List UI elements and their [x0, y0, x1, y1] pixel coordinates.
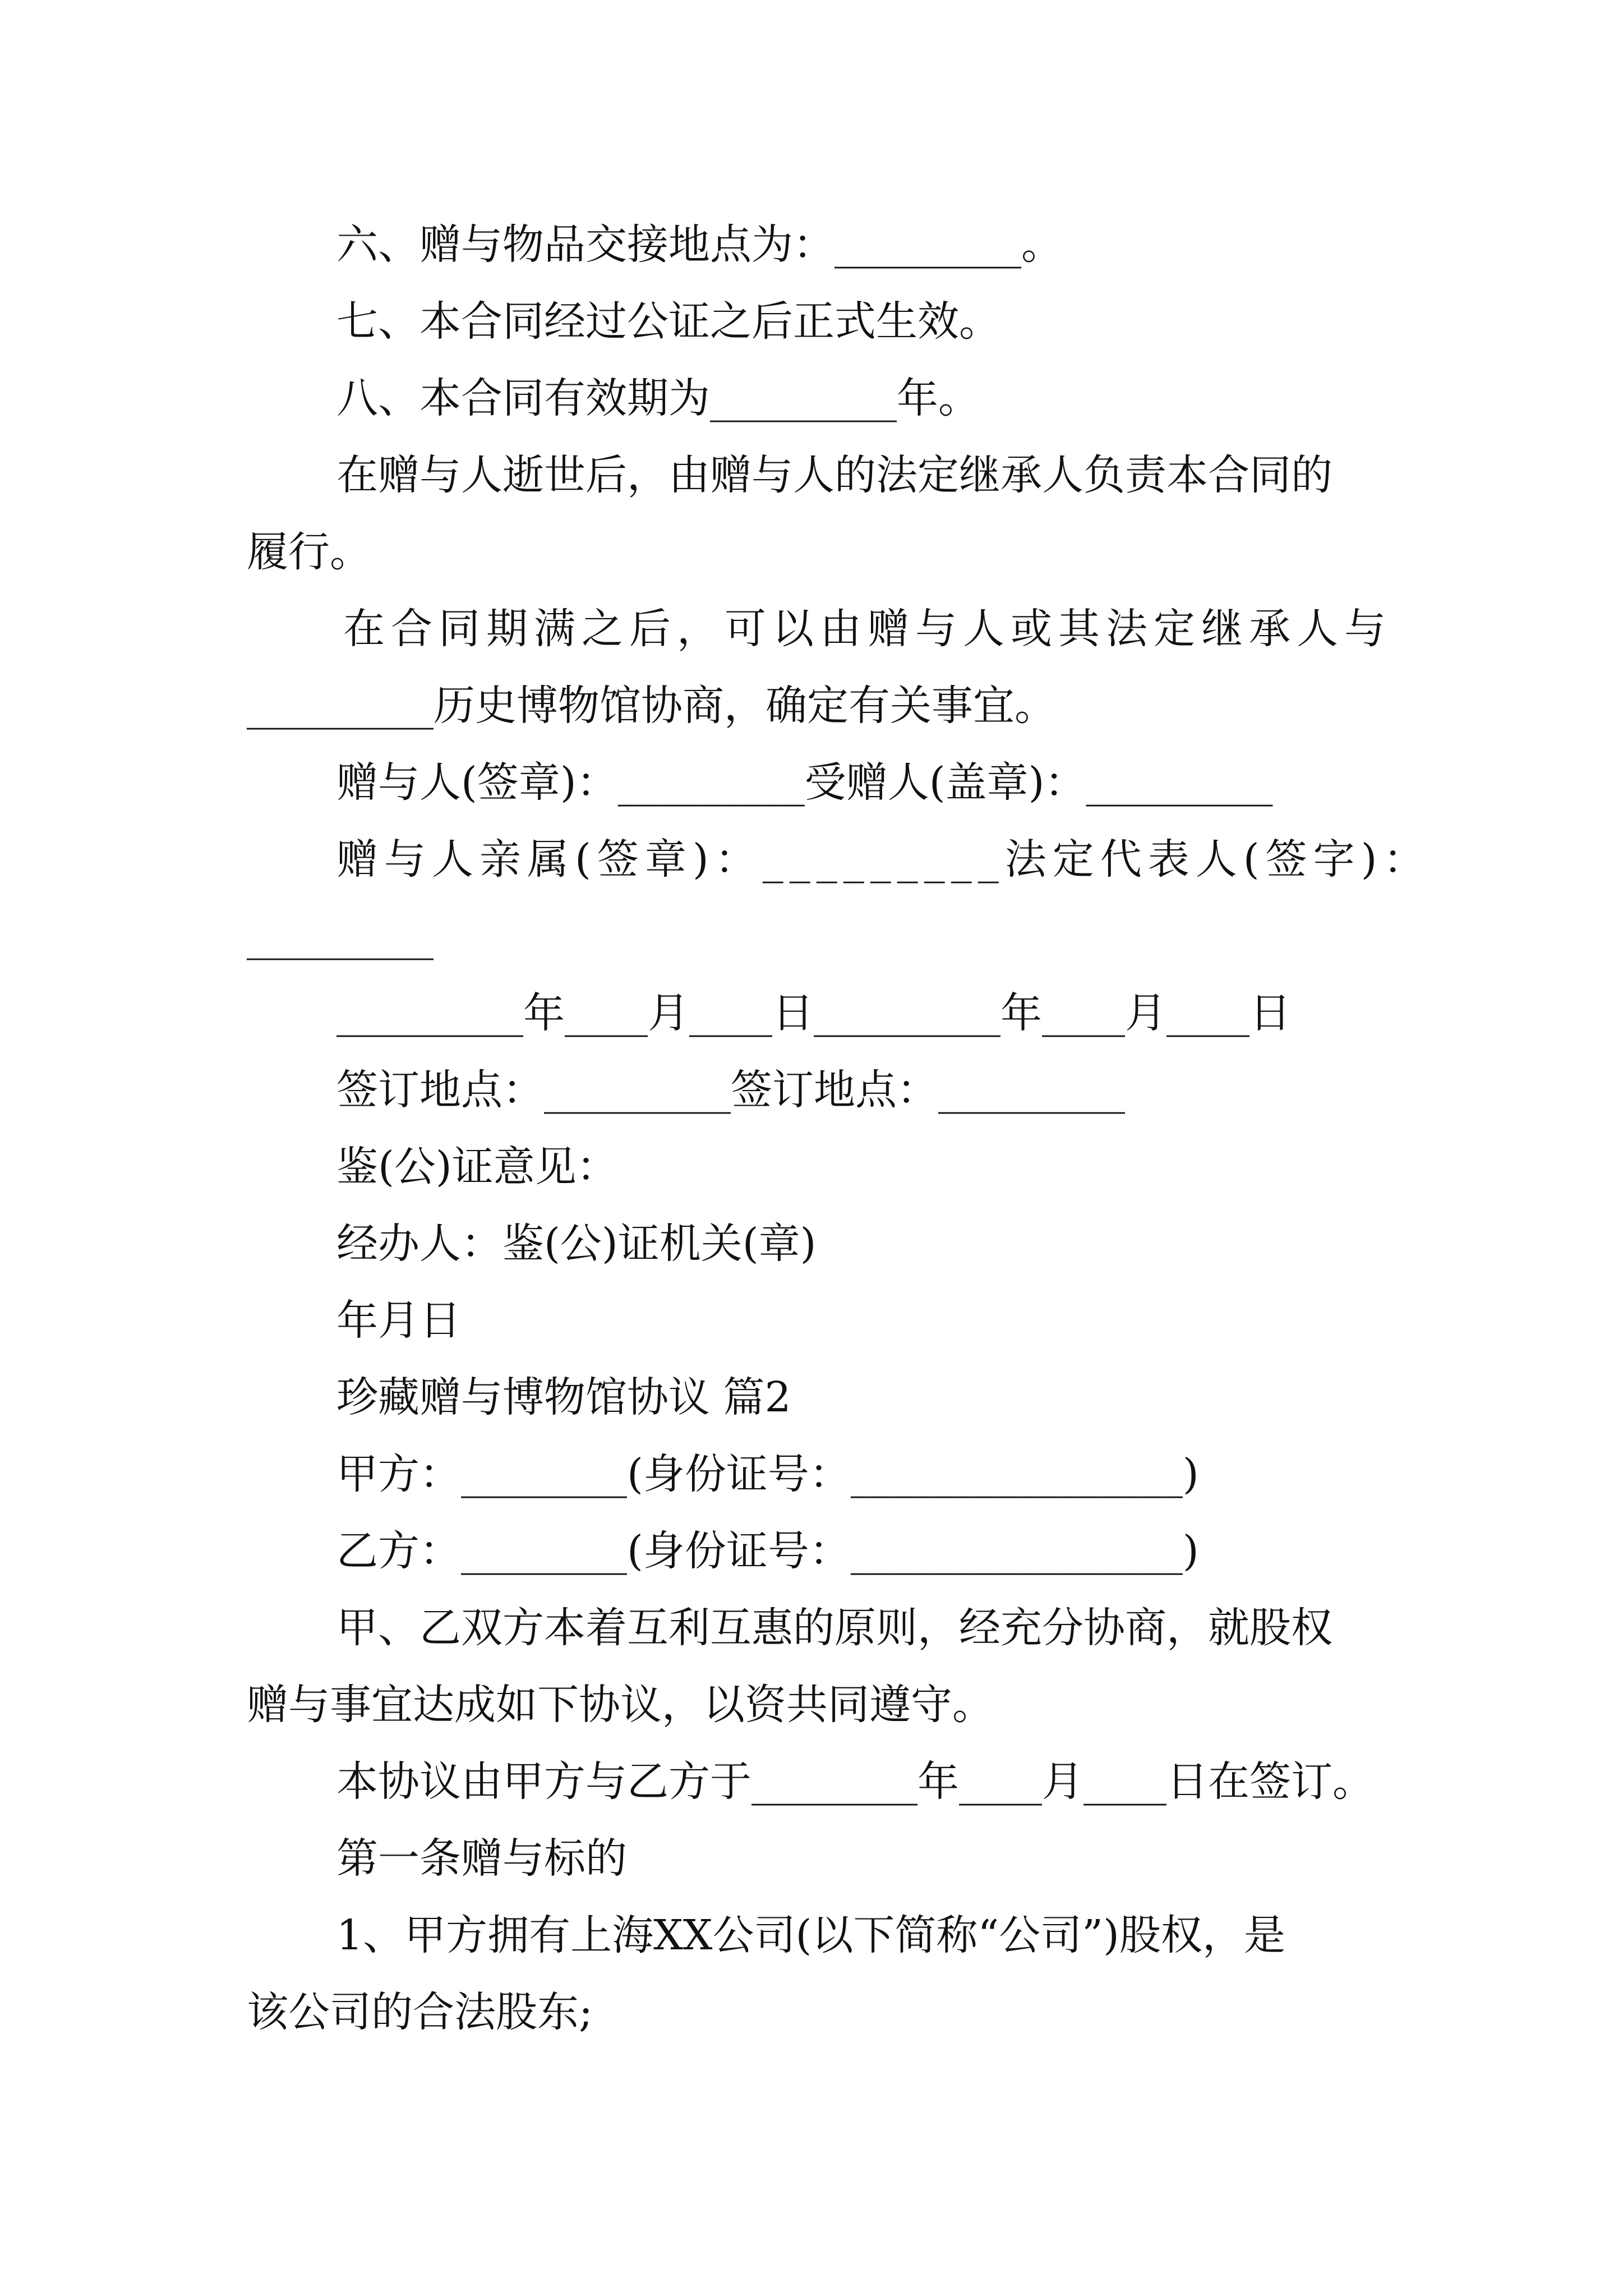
paragraph-after-death-line2: 履行。 [247, 528, 371, 576]
article-1-item-1-line1: 1、甲方拥有上海XX公司(以下简称“公司”)股权，是 [336, 1911, 1285, 1959]
notary-date-label: 年月日 [336, 1296, 461, 1345]
clause-6-handover-location: 六、赠与物品交接地点为：_________。 [336, 220, 1063, 269]
article-1-item-1-line2: 该公司的合法股东; [247, 1988, 593, 2036]
clause-7-notarization: 七、本合同经过公证之后正式生效。 [336, 297, 1000, 346]
clause-8-validity-period: 八、本合同有效期为_________年。 [336, 374, 980, 422]
paragraph-after-death-line1: 在赠与人逝世后，由赠与人的法定继承人负责本合同的 [336, 451, 1332, 499]
signing-location-line: 签订地点：_________签订地点：_________ [336, 1066, 1125, 1114]
article-1-heading: 第一条赠与标的 [336, 1834, 627, 1883]
party-a-line: 甲方：________(身份证号：________________) [336, 1450, 1199, 1498]
notarization-opinion-label: 鉴(公)证意见： [336, 1143, 618, 1191]
handler-notary-office: 经办人：鉴(公)证机关(章) [336, 1220, 817, 1268]
date-line: _________年____月____日_________年____月____日 [336, 989, 1291, 1037]
signing-date-sentence: 本协议由甲方与乙方于________年____月____日在签订。 [336, 1757, 1374, 1806]
paragraph-after-expiry-line2: _________历史博物馆协商，确定有关事宜。 [247, 682, 1056, 730]
party-b-line: 乙方：________(身份证号：________________) [336, 1527, 1199, 1575]
signature-donor-donee: 赠与人(签章)：_________受赠人(盖章)：_________ [336, 758, 1273, 807]
preamble-line1: 甲、乙双方本着互利互惠的原则，经充分协商，就股权 [336, 1604, 1332, 1652]
signature-relative-representative: 赠与人亲属(签章)：_________法定代表人(签字)： [336, 835, 1431, 884]
paragraph-after-expiry-line1: 在合同期满之后，可以由赠与人或其法定继承人与 [343, 605, 1392, 653]
signature-blank-line: _________ [247, 912, 434, 960]
section-title-agreement-2: 珍藏赠与博物馆协议 篇2 [336, 1373, 791, 1421]
preamble-line2: 赠与事宜达成如下协议，以资共同遵守。 [247, 1681, 994, 1729]
